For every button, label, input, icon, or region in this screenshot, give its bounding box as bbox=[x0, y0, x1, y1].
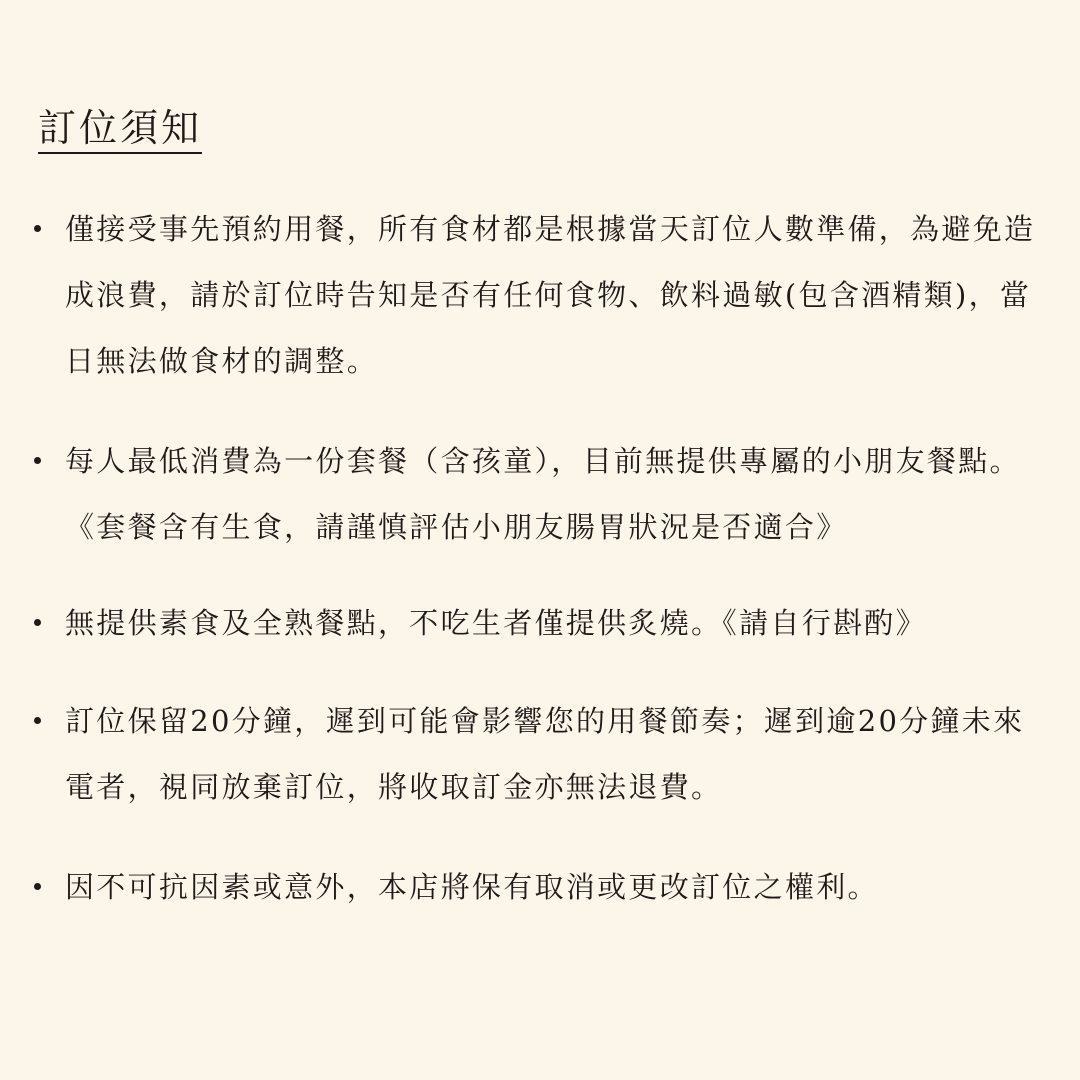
bullet-icon bbox=[34, 225, 41, 232]
list-item bbox=[34, 590, 1044, 656]
notice-list bbox=[34, 196, 1044, 920]
bullet-icon bbox=[34, 457, 41, 464]
bullet-icon bbox=[34, 619, 41, 626]
list-item bbox=[34, 688, 1044, 820]
notice-text: 訂位保留20分鐘，遲到可能會影響您的用餐節奏；遲到逾20分鐘未來電者，視同放棄訂位，將收取訂金亦無法退費。 bbox=[65, 704, 1025, 804]
list-item bbox=[34, 854, 1044, 920]
notice-text: 每人最低消費為一份套餐（含孩童），目前無提供專屬的小朋友餐點。《套餐含有生食，請謹慎評估小朋友腸胃狀況是否適合》 bbox=[65, 444, 1021, 544]
page-title: 訂位須知 bbox=[38, 106, 202, 154]
list-item bbox=[34, 428, 1044, 560]
list-item bbox=[34, 196, 1044, 394]
bullet-icon bbox=[34, 717, 41, 724]
notice-text: 僅接受事先預約用餐，所有食材都是根據當天訂位人數準備，為避免造成浪費，請於訂位時告知是否有任何食物、飲料過敏(包含酒精類)，當日無法做食材的調整。 bbox=[65, 212, 1036, 378]
notice-text: 因不可抗因素或意外，本店將保有取消或更改訂位之權利。 bbox=[65, 870, 879, 904]
bullet-icon bbox=[34, 883, 41, 890]
notice-text: 無提供素食及全熟餐點，不吃生者僅提供炙燒。《請自行斟酌》 bbox=[65, 606, 927, 640]
